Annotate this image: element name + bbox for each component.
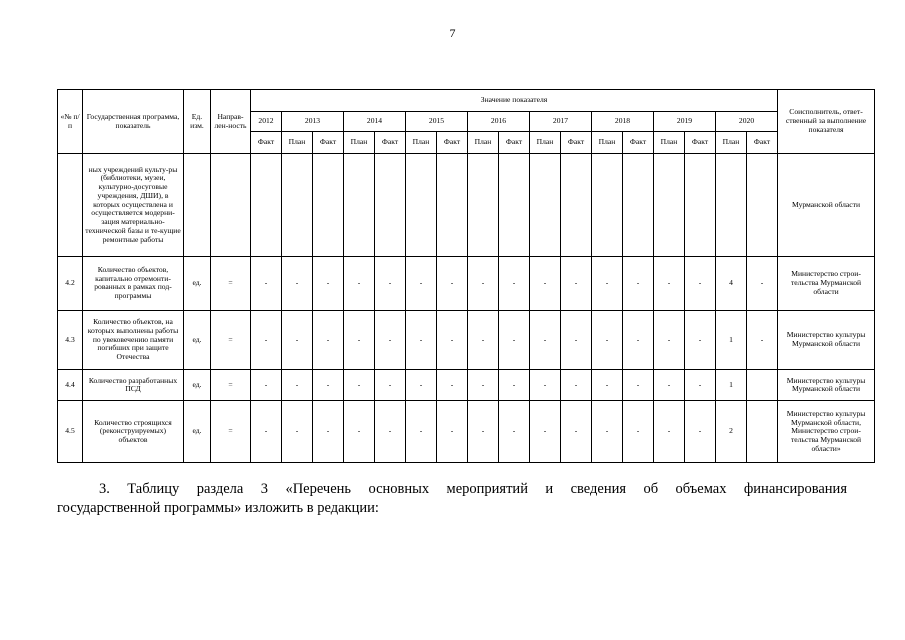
value-cell: - xyxy=(623,310,654,370)
value-cell xyxy=(375,154,406,257)
value-cell: - xyxy=(561,370,592,401)
table-row xyxy=(58,310,875,370)
indicator-table xyxy=(57,89,875,463)
row-executor: Министерство строи-тельства Мурманской области xyxy=(778,257,875,311)
value-cell: - xyxy=(313,310,344,370)
value-cell: - xyxy=(313,401,344,463)
value-cell: 1 xyxy=(716,310,747,370)
value-cell: - xyxy=(468,310,499,370)
table-row xyxy=(58,154,875,257)
value-cell: - xyxy=(375,310,406,370)
value-cell: - xyxy=(468,401,499,463)
value-cell: 4 xyxy=(716,257,747,311)
header-fact: Факт xyxy=(499,132,530,154)
header-fact: Факт xyxy=(313,132,344,154)
row-num xyxy=(58,154,83,257)
header-values-group: Значение показателя xyxy=(251,90,778,112)
value-cell: - xyxy=(654,310,685,370)
header-name: Государственная программа, показатель xyxy=(83,90,184,154)
row-name: ных учреждений культу-ры (библиотеки, музеи, культурно-досуговые учреждения, ДШИ), в которых осуществлена и осуществляется модерни-зация материально-технической базы и те-кущие ремонтные работы xyxy=(83,154,184,257)
value-cell xyxy=(313,154,344,257)
table-row xyxy=(58,257,875,311)
value-cell: - xyxy=(499,401,530,463)
value-cell xyxy=(592,154,623,257)
value-cell: - xyxy=(406,257,437,311)
value-cell: - xyxy=(561,310,592,370)
header-plan: План xyxy=(592,132,623,154)
value-cell: - xyxy=(685,310,716,370)
value-cell xyxy=(561,154,592,257)
value-cell xyxy=(623,154,654,257)
row-unit xyxy=(184,154,211,257)
value-cell: - xyxy=(251,401,282,463)
value-cell: - xyxy=(530,401,561,463)
row-unit: ед. xyxy=(184,401,211,463)
value-cell: - xyxy=(375,401,406,463)
value-cell: - xyxy=(530,370,561,401)
value-cell: - xyxy=(437,310,468,370)
header-year-2014: 2014 xyxy=(344,112,406,132)
value-cell: - xyxy=(685,257,716,311)
header-fact: Факт xyxy=(685,132,716,154)
header-fact: Факт xyxy=(561,132,592,154)
header-year-2013: 2013 xyxy=(282,112,344,132)
value-cell: - xyxy=(747,257,778,311)
value-cell: - xyxy=(654,370,685,401)
value-cell xyxy=(406,154,437,257)
value-cell xyxy=(685,154,716,257)
header-year-2015: 2015 xyxy=(406,112,468,132)
value-cell: - xyxy=(592,310,623,370)
value-cell: - xyxy=(592,401,623,463)
value-cell xyxy=(251,154,282,257)
value-cell: - xyxy=(344,257,375,311)
value-cell: - xyxy=(468,257,499,311)
value-cell xyxy=(282,154,313,257)
header-year-2016: 2016 xyxy=(468,112,530,132)
header-plan: План xyxy=(530,132,561,154)
header-direction: Направ-лен-ность xyxy=(211,90,251,154)
body-paragraph xyxy=(57,480,847,518)
value-cell: - xyxy=(282,257,313,311)
row-executor: Мурманской области xyxy=(778,154,875,257)
value-cell: - xyxy=(561,257,592,311)
row-direction: = xyxy=(211,370,251,401)
value-cell: - xyxy=(313,257,344,311)
table-row xyxy=(58,370,875,401)
value-cell xyxy=(747,401,778,463)
row-name: Количество строящихся (реконструируемых) объектов xyxy=(83,401,184,463)
row-name: Количество разработанных ПСД xyxy=(83,370,184,401)
header-year-2019: 2019 xyxy=(654,112,716,132)
header-year-2012: 2012 xyxy=(251,112,282,132)
value-cell: - xyxy=(592,370,623,401)
value-cell xyxy=(344,154,375,257)
header-fact: Факт xyxy=(623,132,654,154)
header-plan: План xyxy=(344,132,375,154)
value-cell: - xyxy=(251,370,282,401)
value-cell: - xyxy=(282,401,313,463)
value-cell: - xyxy=(623,370,654,401)
header-year-2018: 2018 xyxy=(592,112,654,132)
value-cell xyxy=(530,154,561,257)
row-unit: ед. xyxy=(184,370,211,401)
row-direction xyxy=(211,154,251,257)
value-cell: - xyxy=(344,370,375,401)
value-cell: - xyxy=(685,401,716,463)
row-name: Количество объектов, на которых выполнены работы по увековечению памяти погибших при защите Отечества xyxy=(83,310,184,370)
value-cell: 2 xyxy=(716,401,747,463)
table-row xyxy=(58,401,875,463)
row-unit: ед. xyxy=(184,310,211,370)
value-cell: - xyxy=(592,257,623,311)
value-cell: - xyxy=(437,401,468,463)
row-executor: Министерство культуры Мурманской области xyxy=(778,310,875,370)
value-cell: - xyxy=(282,310,313,370)
header-plan: План xyxy=(716,132,747,154)
value-cell xyxy=(716,154,747,257)
value-cell: - xyxy=(530,310,561,370)
row-direction: = xyxy=(211,401,251,463)
value-cell xyxy=(747,154,778,257)
value-cell: - xyxy=(499,310,530,370)
value-cell: - xyxy=(654,401,685,463)
header-fact: Факт xyxy=(747,132,778,154)
value-cell: - xyxy=(282,370,313,401)
row-num: 4.5 xyxy=(58,401,83,463)
row-direction: = xyxy=(211,257,251,311)
value-cell: - xyxy=(344,401,375,463)
value-cell: - xyxy=(623,401,654,463)
header-plan: План xyxy=(282,132,313,154)
header-fact: Факт xyxy=(437,132,468,154)
row-num: 4.4 xyxy=(58,370,83,401)
value-cell: - xyxy=(313,370,344,401)
value-cell: - xyxy=(406,310,437,370)
value-cell: - xyxy=(375,370,406,401)
row-num: 4.2 xyxy=(58,257,83,311)
value-cell: - xyxy=(685,370,716,401)
value-cell: - xyxy=(406,401,437,463)
header-year-2020: 2020 xyxy=(716,112,778,132)
value-cell: - xyxy=(530,257,561,311)
value-cell: - xyxy=(375,257,406,311)
page-number: 7 xyxy=(449,26,456,40)
value-cell: - xyxy=(344,310,375,370)
header-unit: Ед. изм. xyxy=(184,90,211,154)
value-cell: - xyxy=(499,370,530,401)
value-cell: - xyxy=(251,310,282,370)
value-cell: - xyxy=(406,370,437,401)
value-cell xyxy=(654,154,685,257)
value-cell: - xyxy=(468,370,499,401)
row-direction: = xyxy=(211,310,251,370)
paragraph-line-2: государственной программы» изложить в редакции: xyxy=(57,500,379,516)
value-cell: - xyxy=(747,310,778,370)
header-num: «№ п/п xyxy=(58,90,83,154)
value-cell: - xyxy=(251,257,282,311)
row-name: Количество объектов, капитально отремонти-рованных в рамках под-программы xyxy=(83,257,184,311)
paragraph-line-1: 3. Таблицу раздела 3 «Перечень основных мероприятий и сведения об объемах финансирования xyxy=(99,481,847,497)
value-cell xyxy=(747,370,778,401)
value-cell: - xyxy=(561,401,592,463)
value-cell: - xyxy=(437,257,468,311)
header-executor: Соисполнитель, ответ-ственный за выполнение показателя xyxy=(778,90,875,154)
header-year-2017: 2017 xyxy=(530,112,592,132)
row-num: 4.3 xyxy=(58,310,83,370)
value-cell: - xyxy=(623,257,654,311)
value-cell: - xyxy=(654,257,685,311)
header-plan: План xyxy=(654,132,685,154)
value-cell xyxy=(468,154,499,257)
value-cell: - xyxy=(437,370,468,401)
value-cell xyxy=(437,154,468,257)
header-plan: План xyxy=(468,132,499,154)
row-executor: Министерство культуры Мурманской области, Министерство строи-тельства Мурманской области» xyxy=(778,401,875,463)
value-cell: 1 xyxy=(716,370,747,401)
header-fact: Факт xyxy=(251,132,282,154)
value-cell xyxy=(499,154,530,257)
header-fact: Факт xyxy=(375,132,406,154)
row-executor: Министерство культуры Мурманской области xyxy=(778,370,875,401)
value-cell: - xyxy=(499,257,530,311)
header-plan: План xyxy=(406,132,437,154)
row-unit: ед. xyxy=(184,257,211,311)
